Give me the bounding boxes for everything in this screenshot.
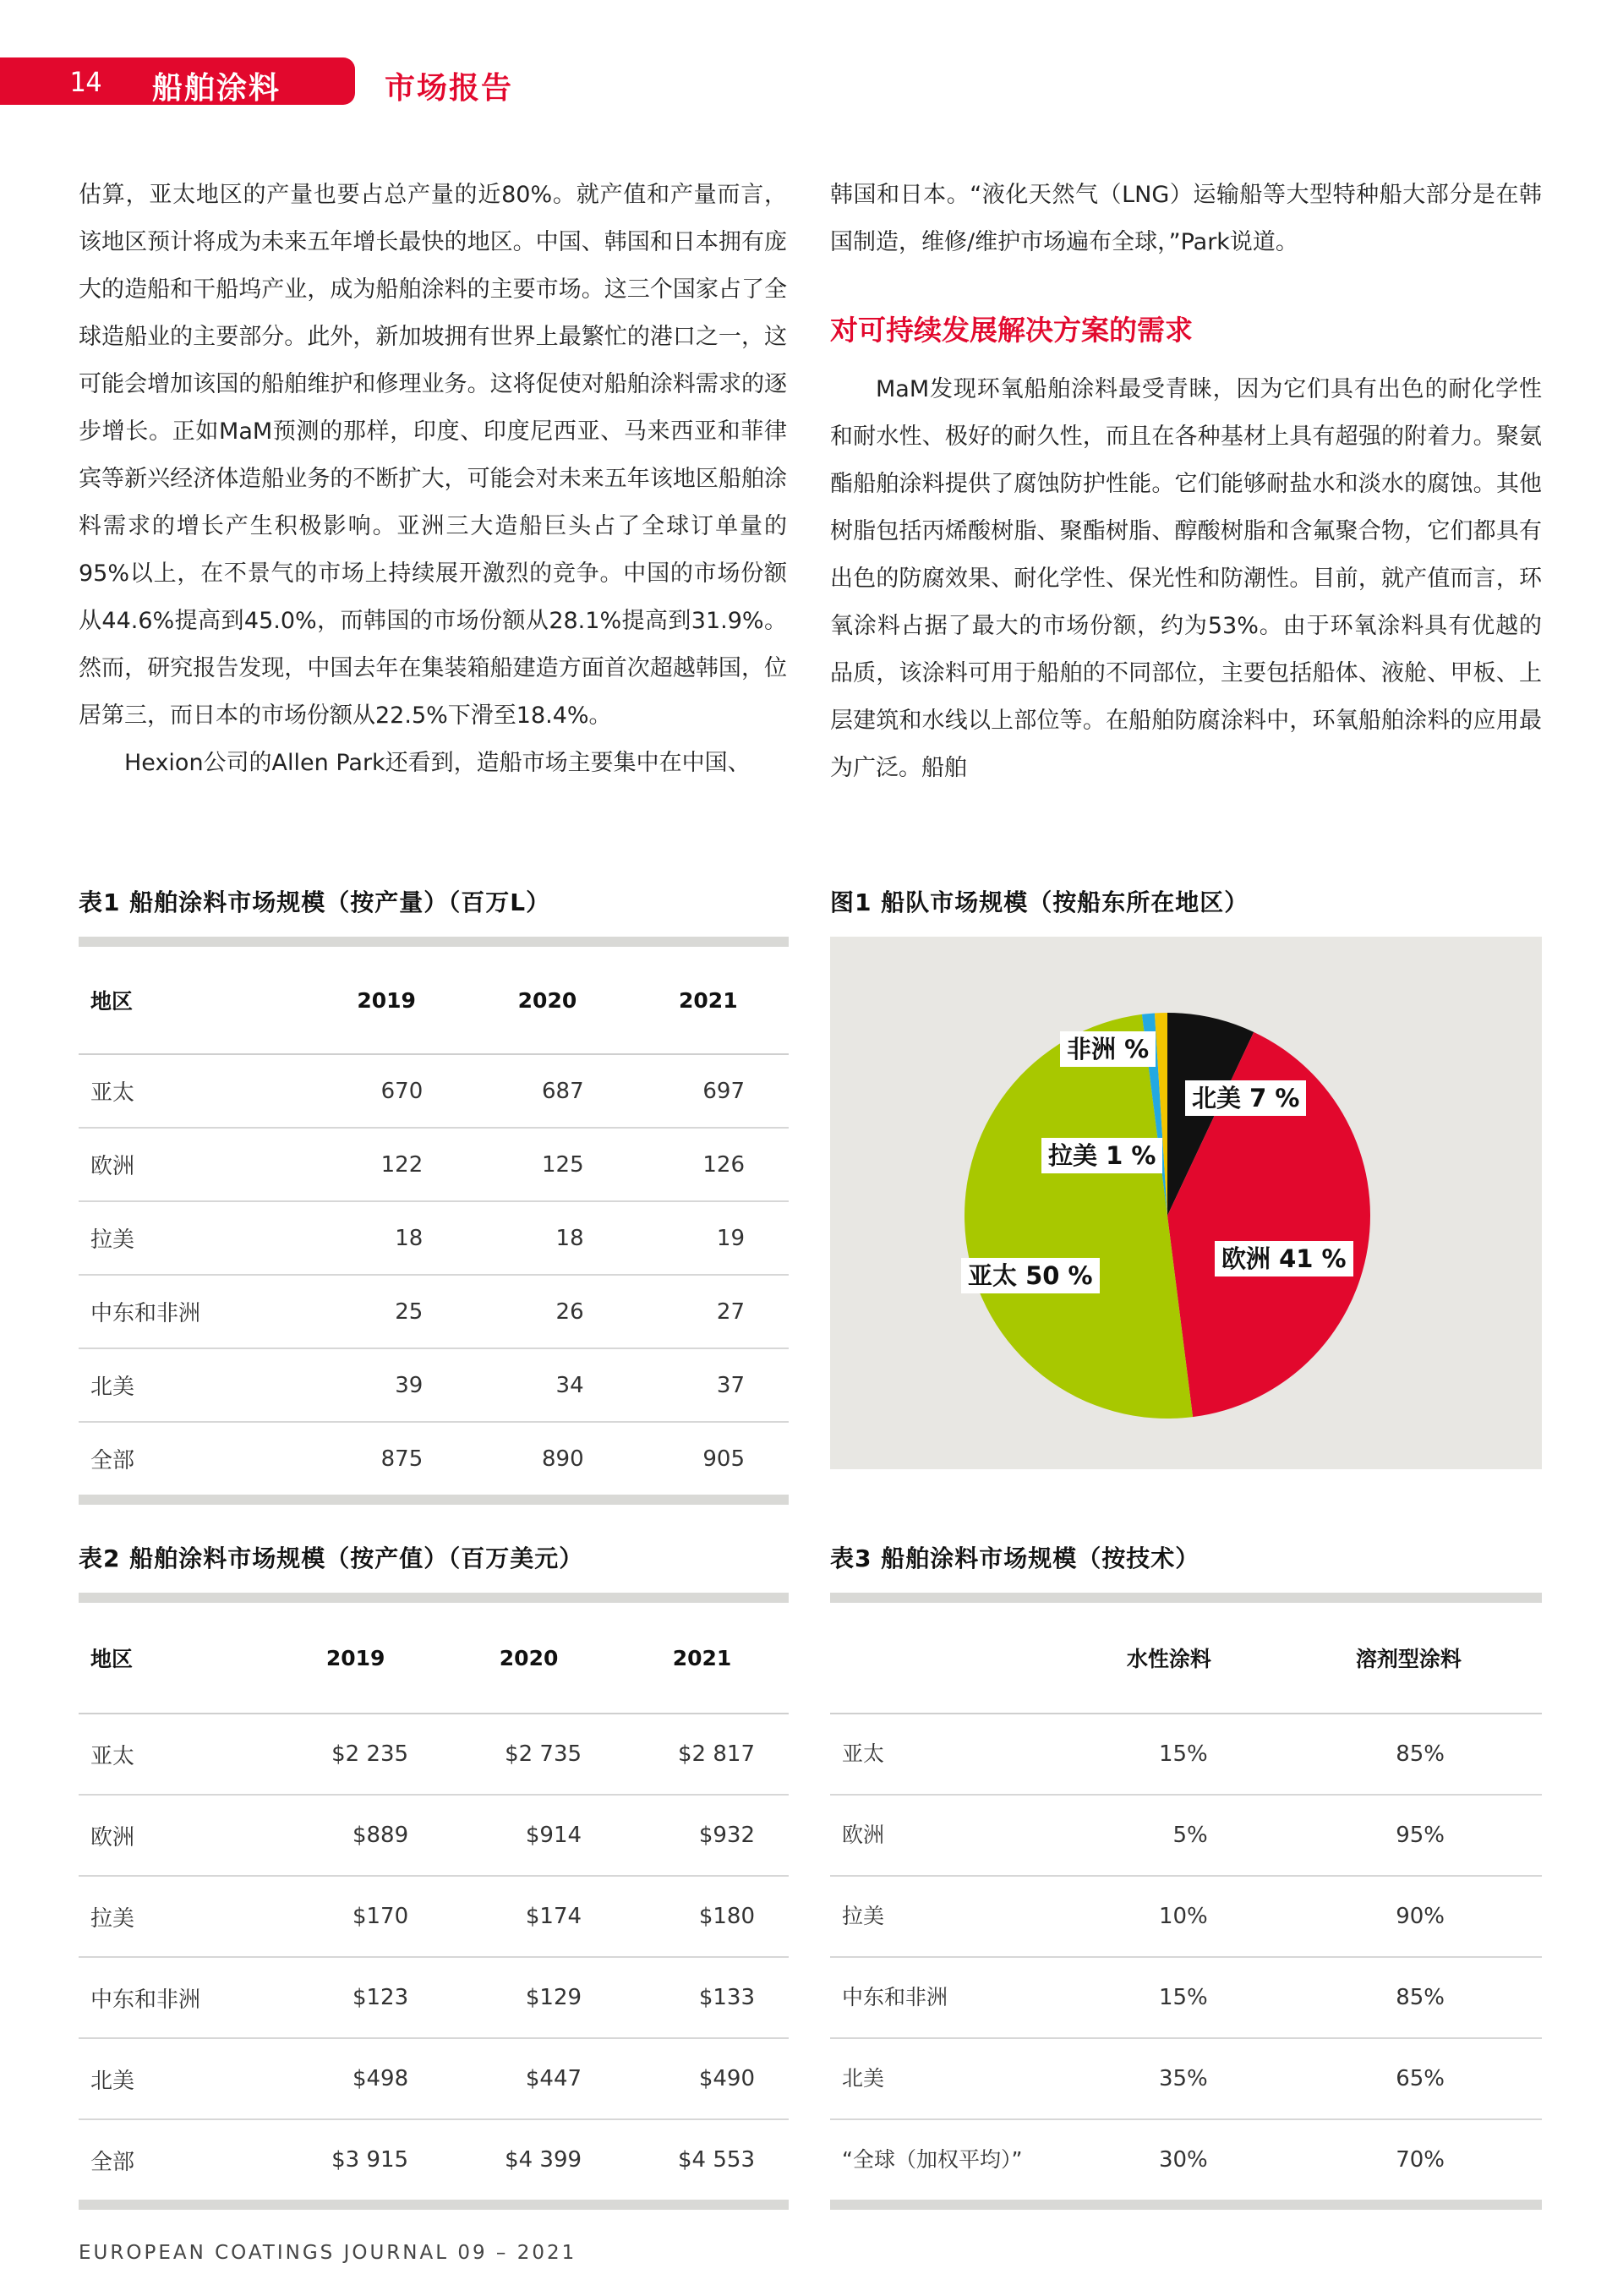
table-row <box>79 1128 789 1201</box>
cell: $498 <box>269 2038 442 2119</box>
row-label: 欧洲 <box>79 1795 269 1876</box>
column-header: 水性涂料 <box>1063 1598 1276 1714</box>
slice-label-asia-pacific: 亚太 50 % <box>961 1258 1100 1293</box>
cell: $2 235 <box>269 1714 442 1795</box>
row-label: 全部 <box>90 1448 135 1473</box>
table-row <box>79 2038 789 2119</box>
cell: 85% <box>1276 1957 1542 2038</box>
table-row <box>830 1714 1542 1795</box>
row-label: “全球（加权平均）” <box>842 2147 1023 2172</box>
cell: 39 <box>306 1348 467 1422</box>
cell: 697 <box>628 1054 789 1128</box>
cell: $180 <box>615 1876 789 1957</box>
row-label: 亚太 <box>830 1714 1063 1795</box>
column-header <box>830 1598 1063 1714</box>
subheading: 对可持续发展解决方案的需求 <box>830 314 1193 347</box>
cell: 19 <box>628 1201 789 1275</box>
slice-label-north-america: 北美 7 % <box>1185 1080 1306 1116</box>
cell: 18 <box>306 1201 467 1275</box>
cell: $129 <box>442 1957 615 2038</box>
table-row <box>79 1275 789 1348</box>
slice-label-africa: 非洲 % <box>1060 1031 1156 1067</box>
cell: 95% <box>1276 1795 1542 1876</box>
paragraph: MaM发现环氧船舶涂料最受青睐，因为它们具有出色的耐化学性和耐水性、极好的耐久性，而且在各种基材上具有超强的附着力。聚氨酯船舶涂料提供了腐蚀防护性能。它们能够耐盐水和淡水的腐蚀。其他树脂包括丙烯酸树脂、聚酯树脂、醇酸树脂和含氟聚合物，它们都具有出色的防腐效果、耐化学性、保光性和防潮性。目前，就产值而言，环氧涂料占据了最大的市场份额，约为53%。由于环氧涂料具有优越的品质，该涂料可用于船舶的不同部位，主要包括船体、液舱、甲板、上层建筑和水线以上部位等。在船舶防腐涂料中，环氧船舶涂料的应用最为广泛。船舶 <box>830 376 1542 781</box>
cell: 5% <box>1063 1795 1276 1876</box>
table-row <box>79 1054 789 1128</box>
row-label: 亚太 <box>79 1054 306 1128</box>
row-label: 全部 <box>90 2149 135 2175</box>
cell: $914 <box>442 1795 615 1876</box>
table3-caption: 表3 船舶涂料市场规模（按技术） <box>830 1544 1200 1572</box>
cell: $490 <box>615 2038 789 2119</box>
cell: 122 <box>306 1128 467 1201</box>
table2-caption: 表2 船舶涂料市场规模（按产值）（百万美元） <box>79 1544 584 1572</box>
cell: 670 <box>306 1054 467 1128</box>
cell: 26 <box>467 1275 627 1348</box>
column-header: 2019 <box>269 1598 442 1714</box>
row-label: 北美 <box>79 2038 269 2119</box>
row-label: 欧洲 <box>830 1795 1063 1876</box>
cell: $123 <box>269 1957 442 2038</box>
pie-chart-panel <box>830 937 1542 1469</box>
figure1-caption: 图1 船队市场规模（按船东所在地区） <box>830 888 1249 916</box>
cell: 15% <box>1063 1714 1276 1795</box>
right-text-column <box>830 172 1542 792</box>
cell: 890 <box>541 1446 584 1472</box>
table-row <box>79 1876 789 1957</box>
table1-caption: 表1 船舶涂料市场规模（按产量）（百万L） <box>79 888 551 916</box>
cell: 905 <box>702 1446 745 1472</box>
cell: 875 <box>380 1446 424 1472</box>
cell: $2 817 <box>615 1714 789 1795</box>
cell: 27 <box>628 1275 789 1348</box>
table2 <box>79 1593 789 2210</box>
slice-label-europe: 欧洲 41 % <box>1215 1241 1353 1276</box>
cell: $889 <box>269 1795 442 1876</box>
journal-footer: EUROPEAN COATINGS JOURNAL 09 – 2021 <box>79 2242 577 2264</box>
column-header: 2020 <box>467 942 627 1054</box>
cell: $174 <box>442 1876 615 1957</box>
row-label: 中东和非洲 <box>79 1957 269 2038</box>
cell: 65% <box>1276 2038 1542 2119</box>
table-row <box>830 1957 1542 2038</box>
cell: 10% <box>1063 1876 1276 1957</box>
row-label: 欧洲 <box>79 1128 306 1201</box>
cell: $133 <box>615 1957 789 2038</box>
row-label: 拉美 <box>79 1876 269 1957</box>
paragraph: 估算，亚太地区的产量也要占总产量的近80%。就产值和产量而言，该地区预计将成为未来五年增长最快的地区。中国、韩国和日本拥有庞大的造船和干船坞产业，成为船舶涂料的主要市场。这三个国家占了全球造船业的主要部分。此外，新加坡拥有世界上最繁忙的港口之一，这可能会增加该国的船舶维护和修理业务。这将促使对船舶涂料需求的逐步增长。正如MaM预测的那样，印度、印度尼西亚、马来西亚和菲律宾等新兴经济体造船业务的不断扩大，可能会对未来五年该地区船舶涂料需求的增长产生积极影响。亚洲三大造船巨头占了全球订单量的95%以上，在不景气的市场上持续展开激烈的竞争。中国的市场份额从44.6%提高到45.0%，而韩国的市场份额从28.1%提高到31.9%。然而，研究报告发现，中国去年在集装箱船建造方面首次超越韩国，位居第三，而日本的市场份额从22.5%下滑至18.4%。 <box>79 182 787 729</box>
row-label: 拉美 <box>830 1876 1063 1957</box>
row-label: 北美 <box>79 1348 306 1422</box>
table-row <box>830 2119 1542 2205</box>
column-header: 2021 <box>615 1598 789 1714</box>
table-row <box>79 1422 789 1500</box>
cell: 70% <box>1396 2147 1445 2173</box>
section-tag: 市场报告 <box>385 71 514 106</box>
table-row <box>830 1876 1542 1957</box>
column-header: 2020 <box>442 1598 615 1714</box>
cell: $170 <box>269 1876 442 1957</box>
table-row <box>79 1957 789 2038</box>
row-label: 拉美 <box>79 1201 306 1275</box>
paragraph: Hexion公司的Allen Park还看到，造船市场主要集中在中国、 <box>124 750 751 776</box>
column-header: 地区 <box>79 942 306 1054</box>
table3 <box>830 1593 1542 2210</box>
row-label: 中东和非洲 <box>830 1957 1063 2038</box>
slice-label-latin-america: 拉美 1 % <box>1041 1138 1162 1173</box>
table-row <box>79 1714 789 1795</box>
cell: $2 735 <box>442 1714 615 1795</box>
table-row <box>79 1795 789 1876</box>
cell: $3 915 <box>331 2147 409 2173</box>
table-row <box>79 1201 789 1275</box>
column-header: 溶剂型涂料 <box>1276 1598 1542 1714</box>
cell: 15% <box>1063 1957 1276 2038</box>
cell: 90% <box>1276 1876 1542 1957</box>
column-header: 2021 <box>628 942 789 1054</box>
cell: 125 <box>467 1128 627 1201</box>
cell: 126 <box>628 1128 789 1201</box>
cell: 30% <box>1158 2147 1208 2173</box>
cell: 85% <box>1276 1714 1542 1795</box>
cell: $4 553 <box>678 2147 755 2173</box>
page-number: 14 <box>69 66 102 98</box>
section-title: 船舶涂料 <box>152 71 281 106</box>
table1 <box>79 937 789 1505</box>
cell: 37 <box>628 1348 789 1422</box>
paragraph: 韩国和日本。“液化天然气（LNG）运输船等大型特种船大部分是在韩国制造，维修/维护市场遍布全球，”Park说道。 <box>830 182 1542 255</box>
table-row <box>830 2038 1542 2119</box>
column-header: 地区 <box>79 1598 269 1714</box>
row-label: 北美 <box>830 2038 1063 2119</box>
cell: 34 <box>467 1348 627 1422</box>
row-label: 中东和非洲 <box>79 1275 306 1348</box>
cell: 35% <box>1063 2038 1276 2119</box>
row-label: 亚太 <box>79 1714 269 1795</box>
cell: $932 <box>615 1795 789 1876</box>
table-row <box>79 1348 789 1422</box>
table-row <box>830 1795 1542 1876</box>
cell: 18 <box>467 1201 627 1275</box>
cell: $4 399 <box>505 2147 582 2173</box>
pie-chart <box>830 937 1542 1469</box>
column-header: 2019 <box>306 942 467 1054</box>
left-text-column <box>79 172 787 787</box>
cell: 25 <box>306 1275 467 1348</box>
cell: 687 <box>467 1054 627 1128</box>
table-row <box>79 2119 789 2205</box>
cell: $447 <box>442 2038 615 2119</box>
